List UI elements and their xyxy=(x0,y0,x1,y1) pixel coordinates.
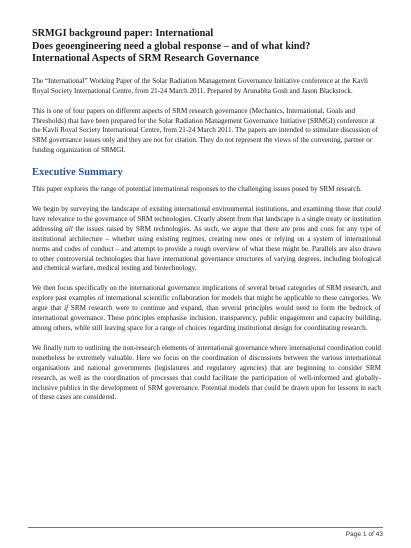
summary-paragraph-2 xyxy=(32,205,381,274)
page-footer xyxy=(28,527,383,538)
summary-paragraph-3-emphasis-if: if xyxy=(64,304,69,313)
title-line-2: Does geoengineering need a global response – and of what kind? xyxy=(32,40,311,52)
title-line-3: International Aspects of SRM Research Governance xyxy=(32,53,260,65)
intro-paragraph-2: This is one of four papers on different aspects of SRM research governance (Mechanics, International, Goals and Thresholds) that have been prepared for the Solar Radiation Management Governance Initiative (SRMGI) conference at the Kavli Royal Society International Centre, from 21-24 March 2011. The papers are intended to stimulate discussion of SRM governance issues only and they are not for citation. They do not represent the views of the convening, partner or funding organization of SRMGI. xyxy=(32,106,379,155)
summary-paragraph-4: We finally turn to outlining the non-research elements of international governance where international coordination could nonetheless be extremely valuable. Here we focus on the coordination of discussions between the various international organisations and national governments (legislatures and regulatory agencies) that are beginning to consider SRM research, as well as the coordination of processes that could facilitate the participation of well-informed and globally-inclusive publics in the development of SRM governance. Potential models that could be drawn upon for lessons in each of these cases are considered. xyxy=(32,343,381,402)
summary-paragraph-2-emphasis-could: could xyxy=(365,205,381,214)
page-number: Page 1 of 43 xyxy=(345,531,383,538)
summary-paragraph-3 xyxy=(32,284,381,334)
summary-paragraph-2-part-b: have relevance to the governance of SRM technologies. Clearly absent from that landscape is a single treaty or institution addressing xyxy=(32,214,381,233)
summary-paragraph-2-part-a: We begin by surveying the landscape of existing international environmental institutions, and examining those that xyxy=(32,205,366,214)
section-heading-executive-summary: Executive Summary xyxy=(32,167,123,179)
summary-paragraph-2-part-c: the issues raised by SRM technologies. As such, we argue that there are pros and cons for any type of institutional architecture – whether using existing regimes, creating new ones or relying on a system of international norms and codes of conduct – and attempt to provide a rough overview of what these might be. Parallels are also drawn to other controversial technologies that have international governance structures of varying degrees, including biological and chemical warfare, medical testing and biotechnology. xyxy=(32,224,381,273)
summary-paragraph-3-part-b: SRM research were to continue and expand, than several principles would need to form the bedrock of international governance. These principles emphasise inclusion, transparency, public engagement and capacity building, among others, while still leaving space for a range of choices regarding institutional design for coordinating research. xyxy=(32,304,381,332)
document-title xyxy=(32,28,381,66)
summary-paragraph-2-emphasis-all: all xyxy=(65,224,73,233)
summary-paragraph-1: This paper explores the range of potential international responses to the challenging issues posed by SRM research. xyxy=(32,185,362,194)
summary-paragraph-3-part-a: We then focus specifically on the international governance implications of several broad categories of SRM research, and explore past examples of international scientific collaboration for models that might be applicable to these categories. We argue that xyxy=(32,284,381,313)
title-line-1: SRMGI background paper: International xyxy=(32,28,214,39)
intro-paragraph-1: The “International” Working Paper of the Solar Radiation Management Governance Initiative conference at the Kavli Royal Society International Centre, from 21-24 March 2011. Prepared by Arunabha Gosh and Jason Blackstock. xyxy=(32,76,368,95)
